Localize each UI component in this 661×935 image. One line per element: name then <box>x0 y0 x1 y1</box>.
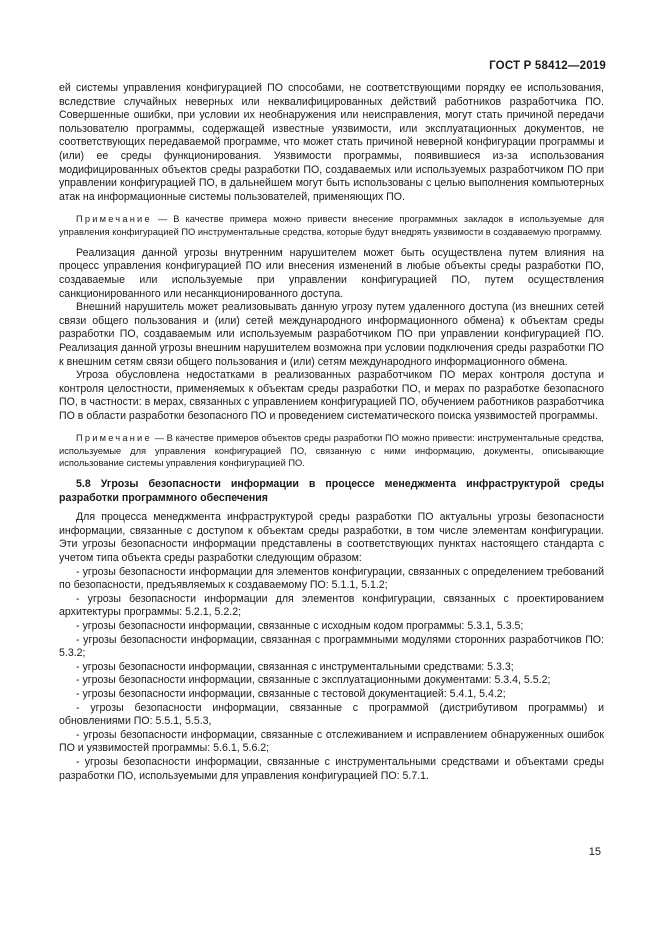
list-item: - угрозы безопасности информации, связанные с исходным кодом программы: 5.3.1, 5.3.5; <box>76 620 524 633</box>
page-number: 15 <box>588 846 601 858</box>
section-title: 5.8 Угрозы безопасности информации в процессе менеджмента инфраструктурой среды разработки программного обеспечения <box>59 478 604 504</box>
paragraph: Внешний нарушитель может реализовывать данную угрозу путем удаленного доступа (из внешних сетей связи общего пользования и (или) сетей международного информационного обмена) к объектам среды разработки ПО, создаваемым или используемым разработчиком ПО при управлении конфигурацией ПО. Реализация данной угрозы внешним нарушителем возможна при условии подключения среды разработки ПО к внешним сетям связи общего пользования и (или) сетям международного информационного обмена. <box>59 301 604 368</box>
list-item: - угрозы безопасности информации для элементов конфигурации, связанных с определением требований по безопасности, предъявляемых к создаваемому ПО: 5.1.1, 5.1.2; <box>59 565 604 592</box>
paragraph: Для процесса менеджмента инфраструктурой среды разработки ПО актуальны угрозы безопасности информации, связанные с доступом к объектам среды разработки, в том числе элементам конфигурации. Эти угрозы безопасности информации представлены в соответствующих пунктах настоящего стандарта с учетом типа объекта среды разработки следующим образом: <box>59 511 604 565</box>
page-content <box>59 82 604 783</box>
list-item: - угрозы безопасности информации, связанные с тестовой документацией: 5.4.1, 5.4.2; <box>76 687 506 700</box>
list-item: - угрозы безопасности информации, связанная с программными модулями сторонних разработчиков ПО: 5.3.2; <box>59 633 604 660</box>
list-item: - угрозы безопасности информации для элементов конфигурации, связанных с проектированием архитектуры программы: 5.2.1, 5.2.2; <box>59 592 604 619</box>
list-item: - угрозы безопасности информации, связанные с эксплуатационными документами: 5.3.4, 5.5.2; <box>76 674 551 687</box>
list-item: - угрозы безопасности информации, связанные с программой (дистрибутивом программы) и обновлениями ПО: 5.5.1, 5.5.3, <box>59 701 604 728</box>
note-label: Примечание <box>76 433 152 444</box>
list-item: - угрозы безопасности информации, связанная с инструментальными средствами: 5.3.3; <box>76 660 514 673</box>
paragraph: ей системы управления конфигурацией ПО способами, не соответствующими порядку ее использования, вследствие случайных неверных или неквалифицированных действий работников разработчика ПО. Совершенные ошибки, при условии их необнаружения или неисправления, могут стать причиной передачи пользователю программы, содержащей известные уязвимости, или эксплуатационных документов, не соответствующих передаваемой программе, что может стать причиной неверной конфигурации программы и (или) ее среды функционирования. Уязвимости программы, появившиеся из-за использования модифицированных объектов среды разработки ПО, создаваемых или используемых разработчиком ПО при управлении конфигурацией ПО, в дальнейшем могут быть использованы с целью выполнения компьютерных атак на информационные системы пользователей, применяющих ПО. <box>59 82 604 203</box>
note-label: Примечание <box>76 214 152 225</box>
paragraph: Реализация данной угрозы внутренним нарушителем может быть осуществлена путем влияния на процесс управления конфигурацией ПО или внесения изменений в любые объекты среды разработки ПО, создаваемые или используемые при управлении конфигурацией ПО, путем осуществления санкционированного или несанкционированного доступа. <box>59 246 604 300</box>
note <box>59 432 604 469</box>
note-text: — В качестве примеров объектов среды разработки ПО можно привести: инструментальные средства, используемые для управления конфигурацией ПО, связанную с ними информацию, документы, описывающие использование системы управления конфигурацией ПО. <box>59 433 604 468</box>
list-item: - угрозы безопасности информации, связанные с инструментальными средствами и объектами среды разработки ПО, используемыми для управления конфигурацией ПО: 5.7.1. <box>59 755 604 782</box>
list-item: - угрозы безопасности информации, связанные с отслеживанием и исправлением обнаруженных ошибок ПО и уязвимостей программы: 5.6.1, 5.6.2; <box>59 728 604 755</box>
paragraph: Угроза обусловлена недостатками в реализованных разработчиком ПО мерах контроля доступа и контроля целостности, применяемых к объектам среды разработки ПО, и мерах по разработке безопасного ПО, в частности: в мерах, связанных с управлением конфигурацией ПО, обучением работников разработчика ПО в области разработки безопасного ПО и проведением систематического поиска уязвимостей программы. <box>59 369 604 422</box>
note <box>59 213 604 237</box>
document-code: ГОСТ Р 58412—2019 <box>489 60 606 72</box>
note-text: — В качестве примера можно привести внесение программных закладок в используемые для управления конфигурацией ПО инструментальные средства, которые будут внедрять уязвимости в создаваемую программу. <box>59 214 604 237</box>
